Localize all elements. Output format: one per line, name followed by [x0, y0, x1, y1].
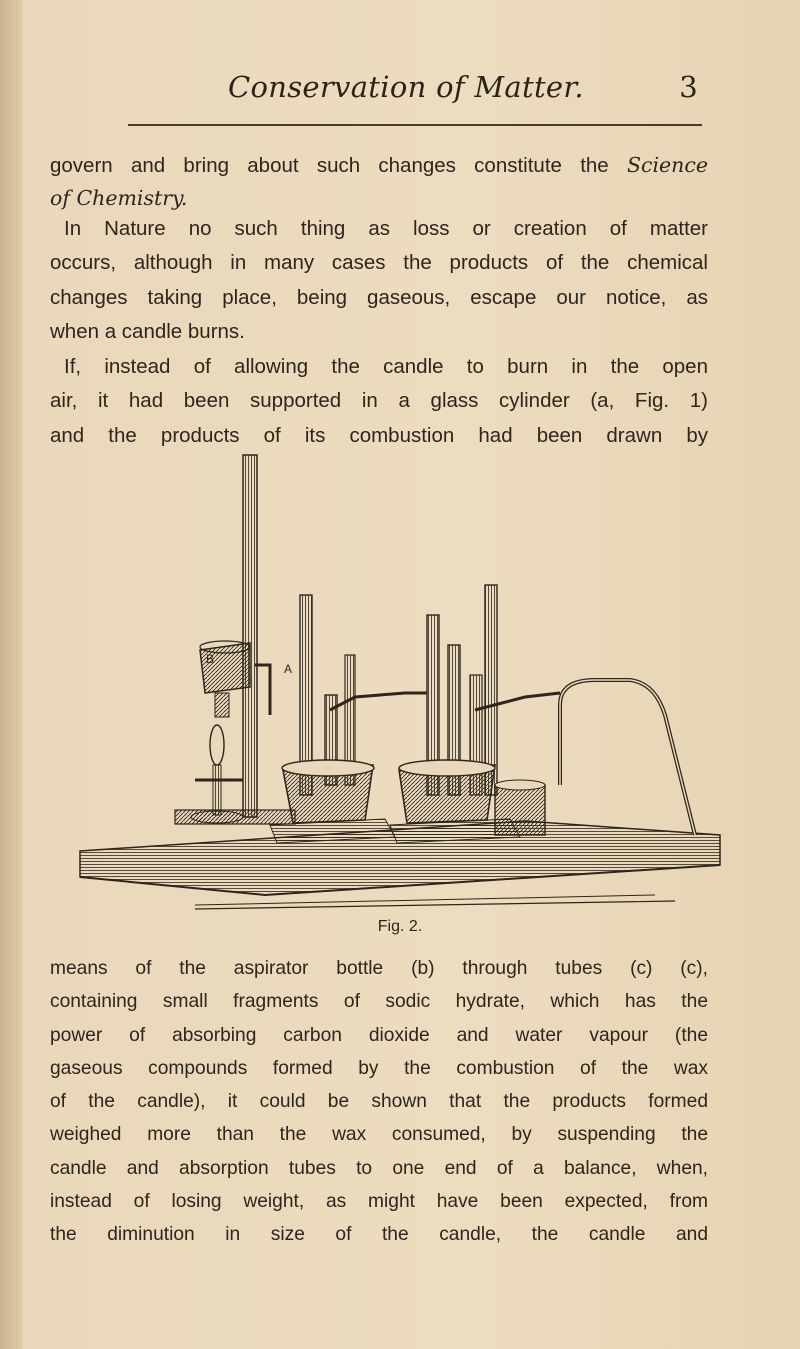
candle	[191, 725, 243, 823]
text-line: and the products of its combustion had been drawn by	[50, 423, 708, 447]
body-text-bottom	[50, 952, 708, 1252]
label-a: A	[284, 662, 293, 676]
text-line: changes taking place, being gaseous, escape our notice, as	[50, 285, 708, 309]
apparatus-illustration	[55, 425, 745, 911]
water-basins	[282, 760, 495, 823]
retort-stand	[175, 455, 295, 824]
text-line: of the candle), it could be shown that the products formed	[50, 1091, 708, 1113]
header-rule	[128, 124, 702, 126]
body-text-top	[50, 148, 708, 453]
text-line: occurs, although in many cases the products of the chemical	[50, 251, 708, 274]
floor-line	[195, 901, 675, 909]
text-line: gaseous compounds formed by the combustion of the wax	[50, 1057, 708, 1079]
running-header	[228, 70, 698, 110]
text-line: weighed more than the wax consumed, by suspending the	[50, 1124, 708, 1146]
figure-caption: Fig. 2.	[377, 918, 423, 935]
text-line: air, it had been supported in a glass cylinder (a, Fig. 1)	[50, 389, 708, 412]
text-line: In Nature no such thing as loss or creation of matter	[64, 216, 708, 240]
text-line: of Chemistry.	[50, 185, 188, 210]
text-line: power of absorbing carbon dioxide and water vapour (the	[50, 1024, 708, 1046]
page-number: 3	[679, 70, 698, 104]
text-line: If, instead of allowing the candle to burn in the open	[64, 354, 708, 378]
text-line: instead of losing weight, as might have been expected, from	[50, 1191, 708, 1213]
text-line: when a candle burns.	[50, 320, 245, 343]
running-title: Conservation of Matter.	[228, 70, 584, 104]
text-line: govern and bring about such changes constitute the Science	[50, 153, 708, 177]
text-line: the diminution in size of the candle, the candle and	[50, 1224, 708, 1246]
label-b: B	[206, 652, 215, 666]
page-gutter-shadow	[0, 0, 22, 1349]
text-line: candle and absorption tubes to one end of a balance, when,	[50, 1157, 708, 1179]
text-line: containing small fragments of sodic hydrate, which has the	[50, 991, 708, 1013]
text-line: means of the aspirator bottle (b) through tubes (c) (c),	[50, 958, 708, 979]
collecting-jar	[495, 780, 545, 835]
